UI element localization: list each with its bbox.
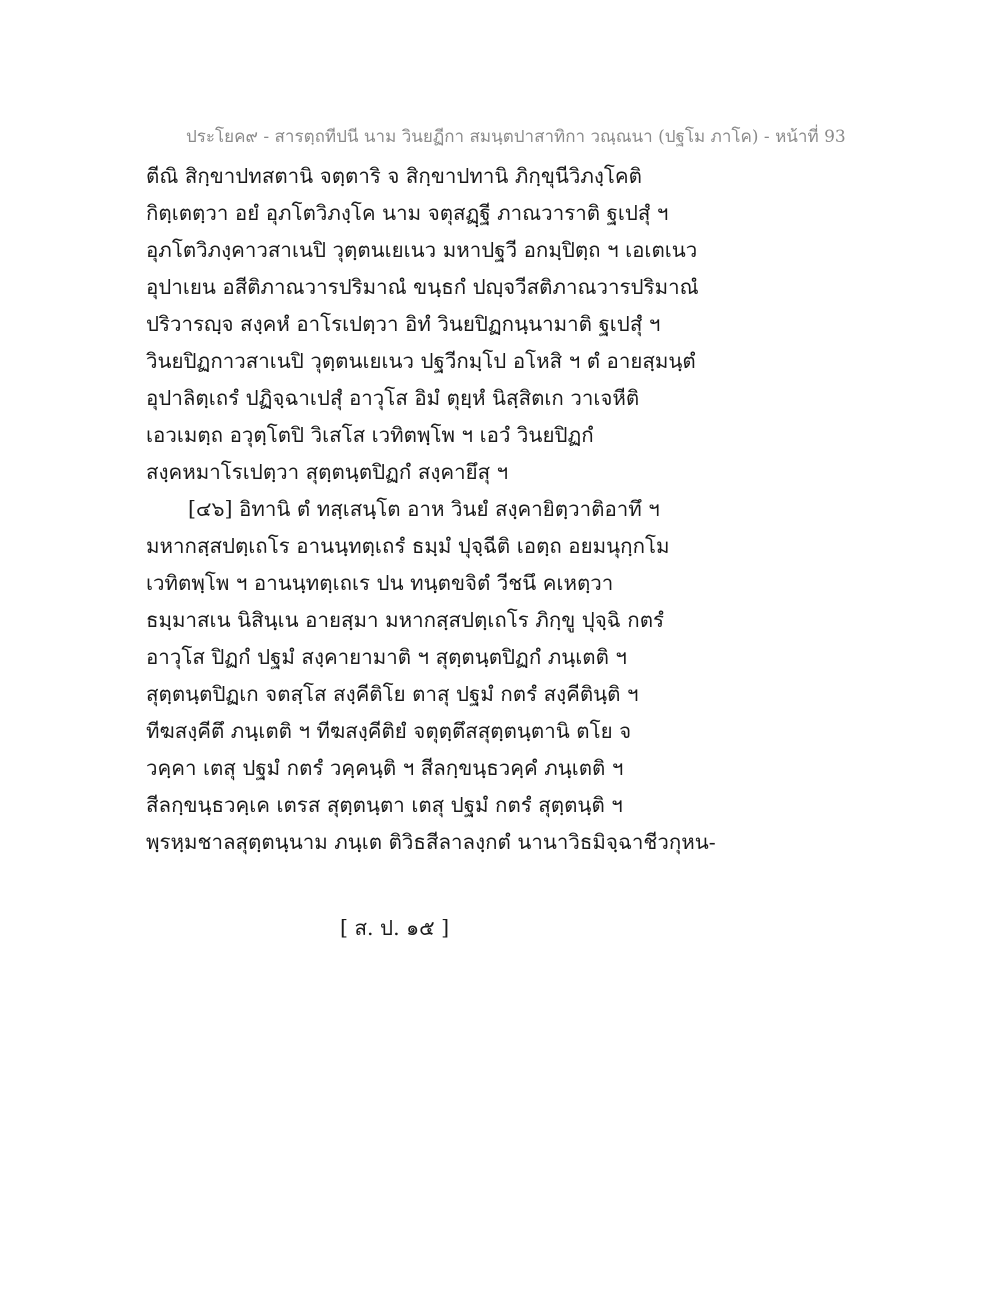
text-line: ตีณิ สิกฺขาปทสตานิ จตฺตาริ จ สิกฺขาปทานิ ภิกฺขุนีวิภงฺโคติ bbox=[146, 164, 642, 188]
text-line: พฺรหฺมชาลสุตฺตนฺนาม ภนฺเต ติวิธสีลาลงฺกตํ นานาวิธมิจฺฉาชีวกุหน- bbox=[146, 830, 716, 854]
page-footer: [ ส. ป. ๑๕ ] bbox=[340, 916, 450, 940]
paragraph-start-line: [๔๖] อิทานิ ตํ ทสฺเสนฺโต อาห วินยํ สงฺคายิตฺวาติอาทึ ฯ bbox=[188, 497, 660, 521]
text-line: สีลกฺขนฺธวคฺเค เตรส สุตฺตนฺตา เตสุ ปฐมํ กตรํ สุตฺตนฺติ ฯ bbox=[146, 793, 623, 817]
text-line: มหากสฺสปตฺเถโร อานนฺทตฺเถรํ ธมฺมํ ปุจฺฉีติ เอตฺถ อยมนุกฺกโม bbox=[146, 534, 670, 558]
text-line: อุปาลิตฺเถรํ ปฏิจฺฉาเปสุํ อาวุโส อิมํ ตุยฺหํ นิสฺสิตเก วาเจหีติ bbox=[146, 386, 640, 410]
text-line: ปริวารญฺจ สงฺคหํ อาโรเปตฺวา อิทํ วินยปิฏกนฺนามาติ ฐเปสุํ ฯ bbox=[146, 312, 661, 336]
text-line: ทีฆสงฺคีตึ ภนฺเตติ ฯ ทีฆสงฺคีติยํ จตุตฺตึสสุตฺตนฺตานิ ตโย จ bbox=[146, 719, 632, 743]
text-line: อุภโตวิภงฺคาวสาเนปิ วุตฺตนเยเนว มหาปฐวี อกมฺปิตฺถ ฯ เอเตเนว bbox=[146, 238, 698, 262]
text-line: ธมฺมาสเน นิสินฺเน อายสฺมา มหากสฺสปตฺเถโร ภิกฺขู ปุจฺฉิ กตรํ bbox=[146, 608, 665, 632]
text-line: เวทิตพฺโพ ฯ อานนฺทตฺเถเร ปน ทนฺตขจิตํ วีชนึ คเหตฺวา bbox=[146, 571, 614, 595]
text-line: สุตฺตนฺตปิฏเก จตสฺโส สงฺคีติโย ตาสุ ปฐมํ กตรํ สงฺคีตินฺติ ฯ bbox=[146, 682, 639, 706]
text-line: อุปาเยน อสีติภาณวารปริมาณํ ขนฺธกํ ปญฺจวีสติภาณวารปริมาณํ bbox=[146, 275, 699, 299]
text-line: วคฺคา เตสุ ปฐมํ กตรํ วคฺคนฺติ ฯ สีลกฺขนฺธวคฺคํ ภนฺเตติ ฯ bbox=[146, 756, 624, 780]
text-line: วินยปิฏกาวสาเนปิ วุตฺตนเยเนว ปฐวีกมฺโป อโหสิ ฯ ตํ อายสฺมนฺตํ bbox=[146, 349, 696, 373]
body-text bbox=[146, 158, 866, 861]
text-line: อาวุโส ปิฏกํ ปฐมํ สงฺคายามาติ ฯ สุตฺตนฺตปิฏกํ ภนฺเตติ ฯ bbox=[146, 645, 627, 669]
text-line: สงฺคหมาโรเปตฺวา สุตฺตนฺตปิฏกํ สงฺคายึสุ ฯ bbox=[146, 460, 509, 484]
page-header: ประโยค๙ - สารตฺถทีปนี นาม วินยฏีกา สมนฺตปาสาทิกา วณฺณนา (ปฐโม ภาโค) - หน้าที่ 93 bbox=[186, 127, 846, 147]
text-line: กิตฺเตตฺวา อยํ อุภโตวิภงฺโค นาม จตุสฏฺฐี ภาณวาราติ ฐเปสุํ ฯ bbox=[146, 201, 669, 225]
text-line: เอวเมตฺถ อวุตฺโตปิ วิเสโส เวทิตพฺโพ ฯ เอวํ วินยปิฏกํ bbox=[146, 423, 594, 447]
